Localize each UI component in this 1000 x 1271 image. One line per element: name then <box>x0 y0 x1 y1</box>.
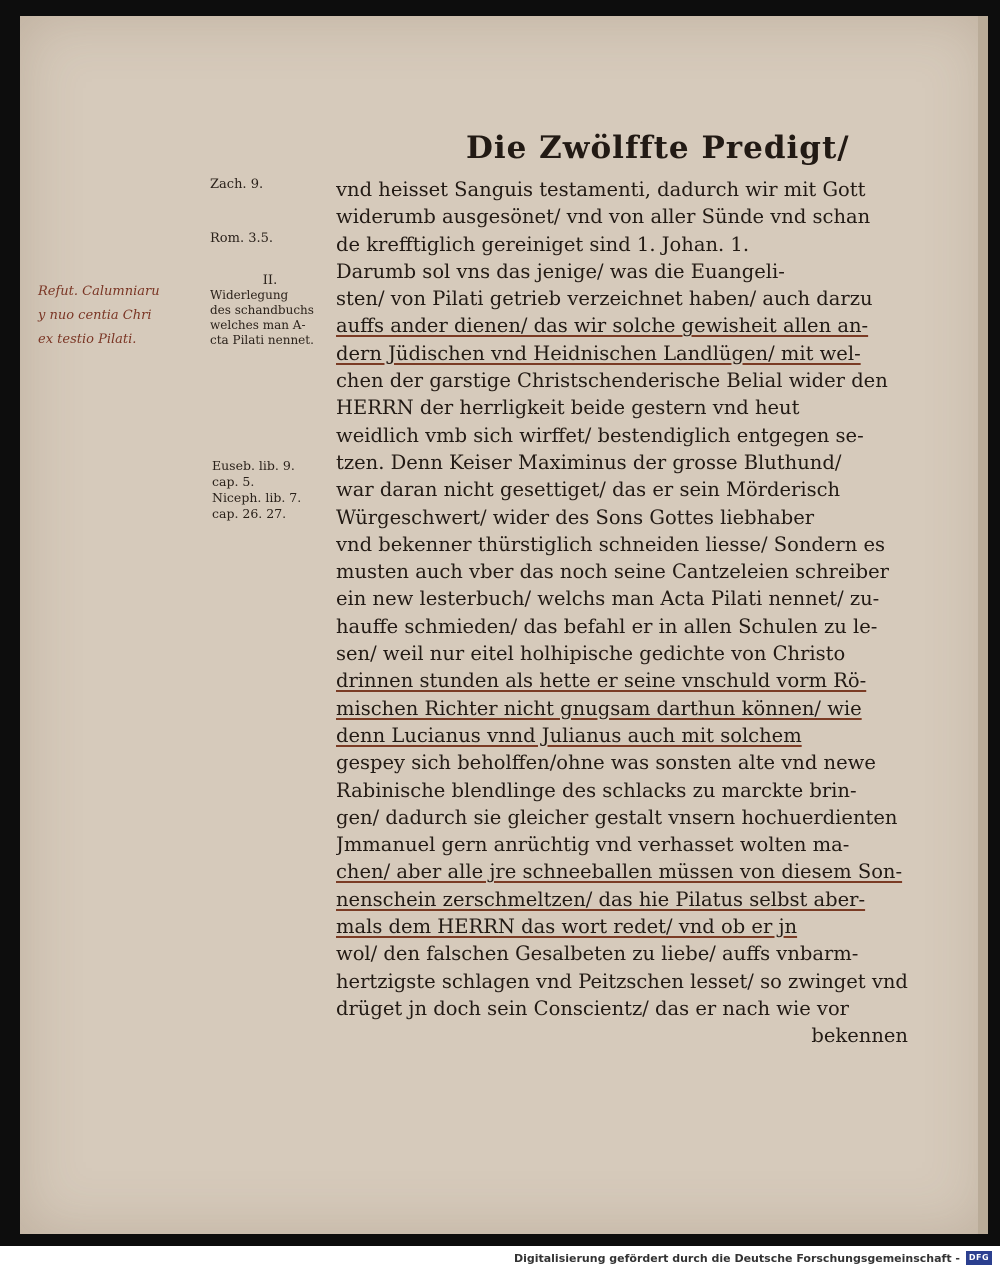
margin-note-rom: Rom. 3.5. <box>210 231 274 246</box>
text-line: drüget jn doch sein Conscientz/ das er nach wie vor <box>336 996 850 1020</box>
text-line: de krefftiglich gereiniget sind 1. Johan. 1. <box>336 232 750 256</box>
section-number: II. <box>262 273 278 288</box>
text-line: Rabinische blendlinge des schlacks zu marckte brin- <box>336 778 857 802</box>
text-line: mals dem HERRN das wort redet/ vnd ob er jn <box>336 915 798 939</box>
text-line: tzen. Denn Keiser Maximinus der grosse Bluthund/ <box>336 450 842 474</box>
text-line: ein new lesterbuch/ welchs man Acta Pilati nennet/ zu- <box>336 587 880 611</box>
section-title-line: Widerlegung <box>210 288 289 302</box>
catchword: bekennen <box>811 1024 908 1048</box>
section-title-line: welches man A- <box>210 318 306 332</box>
text-line: wol/ den falschen Gesalbeten zu liebe/ auffs vnbarm- <box>336 942 859 966</box>
text-line: chen/ aber alle jre schneeballen müssen von diesem Son- <box>336 860 903 884</box>
euseb-line: cap. 5. <box>212 474 255 489</box>
text-line: musten auch vber das noch seine Cantzeleien schreiber <box>336 560 889 584</box>
section-title-line: des schandbuchs <box>210 303 314 317</box>
text-line: HERRN der herrligkeit beide gestern vnd heut <box>336 396 800 420</box>
section-title-line: cta Pilati nennet. <box>210 333 314 347</box>
text-line: nenschein zerschmeltzen/ das hie Pilatus selbst aber- <box>336 887 866 911</box>
text-line: hertzigste schlagen vnd Peitzschen lesset/ so zwinget vnd <box>336 969 908 993</box>
euseb-line: cap. 26. 27. <box>212 506 287 521</box>
text-line: weidlich vmb sich wirffet/ bestendiglich entgegen se- <box>336 423 864 447</box>
funding-notice: Digitalisierung gefördert durch die Deutsche Forschungsgemeinschaft - <box>513 1252 960 1265</box>
footer-bar <box>0 1246 1000 1271</box>
handwritten-line: ex testio Pilati. <box>38 332 137 347</box>
body-text <box>336 176 916 1050</box>
running-head: Die Zwölffte Predigt/ <box>466 130 850 166</box>
text-line: Darumb sol vns das jenige/ was die Euangeli- <box>336 259 785 283</box>
text-line: hauffe schmieden/ das befahl er in allen Schulen zu le- <box>336 614 878 638</box>
margin-note-zach: Zach. 9. <box>210 177 264 192</box>
text-line: Würgeschwert/ wider des Sons Gottes liebhaber <box>336 505 815 529</box>
handwritten-line: y nuo centia Chri <box>38 308 152 323</box>
handwritten-line: Refut. Calumniaru <box>38 284 160 299</box>
page-edge <box>978 16 988 1234</box>
dfg-logo-icon: DFG <box>966 1251 992 1265</box>
text-line: mischen Richter nicht gnugsam darthun können/ wie <box>336 696 862 720</box>
text-line: gen/ dadurch sie gleicher gestalt vnsern hochuerdienten <box>336 805 898 829</box>
euseb-line: Euseb. lib. 9. <box>212 458 295 473</box>
text-line: widerumb ausgesönet/ vnd von aller Sünde vnd schan <box>336 205 871 229</box>
margin-note-euseb <box>212 458 301 522</box>
text-line: sten/ von Pilati getrieb verzeichnet haben/ auch darzu <box>336 287 873 311</box>
text-line: auffs ander dienen/ das wir solche gewisheit allen an- <box>336 314 869 338</box>
text-line: war daran nicht gesettiget/ das er sein Mörderisch <box>336 478 841 502</box>
euseb-line: Niceph. lib. 7. <box>212 490 302 505</box>
text-line: gespey sich beholffen/ohne was sonsten alte vnd newe <box>336 751 876 775</box>
text-line: Jmmanuel gern anrüchtig vnd verhasset wolten ma- <box>336 833 850 857</box>
text-line: drinnen stunden als hette er seine vnschuld vorm Rö- <box>336 669 867 693</box>
text-line: vnd heisset Sanguis testamenti, dadurch wir mit Gott <box>336 178 866 201</box>
handwritten-annotation <box>38 280 208 352</box>
text-line: chen der garstige Christschenderische Belial wider den <box>336 369 888 393</box>
text-line: denn Lucianus vnnd Julianus auch mit solchem <box>336 723 802 747</box>
text-line: sen/ weil nur eitel holhipische gedichte von Christo <box>336 642 846 666</box>
text-line: dern Jüdischen vnd Heidnischen Landlügen/ mit wel- <box>336 341 861 365</box>
text-line: vnd bekenner thürstiglich schneiden liesse/ Sondern es <box>336 532 886 556</box>
margin-note-section <box>210 273 330 348</box>
